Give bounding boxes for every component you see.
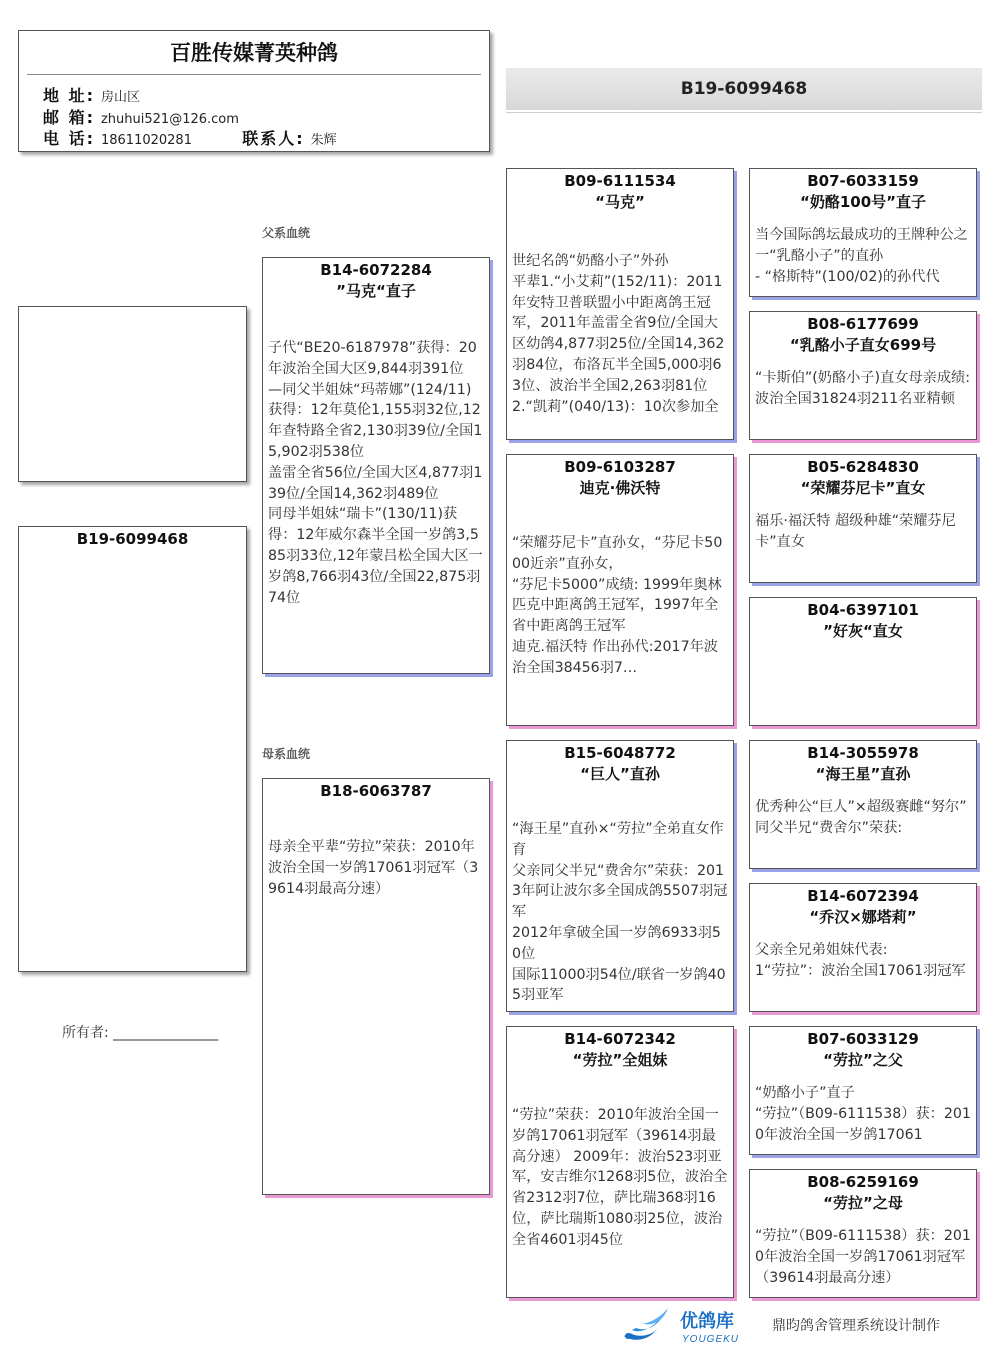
dam-line-label: 母系血统 xyxy=(262,747,311,761)
phone-value: 18611020281 xyxy=(100,133,192,148)
yougeku-logo xyxy=(618,1306,768,1348)
great-grandparent-description: 优秀种公“巨人”×超级赛雌“努尔” 同父半兄“费舍尔”荣获: xyxy=(755,799,967,836)
phone-row xyxy=(43,126,337,149)
grandparent-name: “劳拉”全姐妹 xyxy=(572,1051,668,1069)
footer-credit: 鼎昀鸽舍管理系统设计制作 xyxy=(772,1318,940,1334)
grandparent-ring: B14-6072342 xyxy=(564,1030,676,1048)
phone-label: 电 话: xyxy=(43,129,95,148)
great-grandparent-description: “奶酪小子”直子 “劳拉”（B09-6111538）获：2010年波治全国一岁鸽17061 xyxy=(755,1085,971,1143)
dam-box xyxy=(262,778,490,1195)
grandsire-paternal-box xyxy=(506,168,734,440)
subject-box xyxy=(18,526,247,972)
banner-divider xyxy=(506,112,982,113)
owner-line: 所有者: _______________ xyxy=(62,1025,219,1041)
logo-en-text: YOUGEKU xyxy=(682,1334,740,1345)
great-grandparent-name: “海王星”直孙 xyxy=(815,765,911,783)
address-value: 房山区 xyxy=(100,90,140,105)
great-grandparent-box xyxy=(749,740,977,869)
great-grandparent-ring: B07-6033159 xyxy=(807,172,919,190)
great-grandparent-description: 福乐·福沃特 超级种雄“荣耀芬尼卡”直女 xyxy=(755,513,956,550)
great-grandparent-name: “劳拉”之母 xyxy=(823,1194,903,1212)
sire-name: ”马克“直子 xyxy=(336,282,416,300)
great-grandparent-name: “乔汉×娜塔莉” xyxy=(809,908,917,926)
great-grandparent-box xyxy=(749,1026,977,1155)
contact-label: 联系人: xyxy=(242,129,305,148)
email-label: 邮 箱: xyxy=(43,108,95,127)
great-grandparent-description: 父亲全兄弟姐妹代表: 1“劳拉”：波治全国17061羽冠军 xyxy=(755,942,966,979)
sire-description: 子代“BE20-6187978”获得：20年波治全国大区9,844羽391位 —同父半姐妹“玛蒂娜”(124/11)获得：12年莫伦1,155羽32位,12年查特路全省2,130羽39位/全国15,902羽538位 盖雷全省56位/全国大区4,877羽139位/全国14,362羽489位 同母半姐妹“瑞卡”(130/11)获得：12年威尔森半全国一岁鸽3,585羽33位,12年蒙吕松全国大区一岁鸽8,766羽43位/全国22,875羽74位 xyxy=(268,340,483,606)
great-grandparent-ring: B08-6259169 xyxy=(807,1173,919,1191)
grandparent-name: “巨人”直孙 xyxy=(580,765,660,783)
great-grandparent-ring: B07-6033129 xyxy=(807,1030,919,1048)
great-grandparent-ring: B05-6284830 xyxy=(807,458,919,476)
dam-ring: B18-6063787 xyxy=(320,782,432,800)
divider xyxy=(27,74,481,75)
logo-cn-text: 优鸽库 xyxy=(680,1311,734,1331)
great-grandparent-description: 当今国际鸽坛最成功的王牌种公之一“乳酪小子”的直孙 - “格斯特”(100/02)的孙代代 xyxy=(755,227,968,285)
grandparent-name: 迪克·佛沃特 xyxy=(579,479,661,497)
grandparent-description: “海王星”直孙×“劳拉”全弟直女作育 父亲同父半兄“费舍尔”荣获：2013年阿让波尔多全国成鸽5507羽冠军 2012年拿破全国一岁鸽6933羽50位 国际11000羽54位/联省一岁鸽405羽亚军 xyxy=(512,821,728,1004)
great-grandparent-description: “劳拉”（B09-6111538）获：2010年波治全国一岁鸽17061羽冠军（39614羽最高分速） xyxy=(755,1228,971,1286)
grandsire-maternal-box xyxy=(506,740,734,1012)
great-grandparent-box xyxy=(749,311,977,440)
great-grandparent-name: “荣耀芬尼卡”直女 xyxy=(800,479,926,497)
pigeon-logo-icon xyxy=(618,1306,768,1348)
great-grandparent-name: “奶酪100号”直子 xyxy=(799,193,927,211)
email-row xyxy=(43,105,239,128)
email-value: zhuhui521@126.com xyxy=(100,112,239,127)
sire-box xyxy=(262,257,490,674)
great-grandparent-ring: B14-3055978 xyxy=(807,744,919,762)
subject-ring-banner: B19-6099468 xyxy=(506,68,982,110)
great-grandparent-name: ”好灰“直女 xyxy=(823,622,903,640)
loft-title: 百胜传媒菁英种鸽 xyxy=(170,41,338,65)
great-grandparent-box xyxy=(749,1169,977,1298)
sire-line-label: 父系血统 xyxy=(262,226,311,240)
address-row xyxy=(43,83,140,106)
grandparent-ring: B09-6103287 xyxy=(564,458,676,476)
subject-ring: B19-6099468 xyxy=(76,530,189,548)
contact-value: 朱辉 xyxy=(310,133,337,148)
grandparent-description: 世纪名鸽“奶酪小子”外孙 平辈1.“小艾莉”(152/11)：2011年安特卫普联盟小中距离鸽王冠军，2011年盖雷全省9位/全国大区幼鸽4,877羽25位/全国14,362羽84位，布洛瓦半全国5,000羽63位、波治半全国2,263羽81位 2.“凯莉”(040/13)：10次参加全 xyxy=(512,253,725,415)
great-grandparent-description: “卡斯伯”(奶酪小子)直女母亲成绩: 波治全国31824羽211名亚精顿 xyxy=(755,370,970,407)
great-grandparent-box xyxy=(749,597,977,726)
great-grandparent-ring: B04-6397101 xyxy=(807,601,919,619)
dam-description: 母亲全平辈“劳拉”荣获：2010年波治全国一岁鸽17061羽冠军（39614羽最高分速） xyxy=(268,839,479,897)
grandparent-ring: B15-6048772 xyxy=(564,744,676,762)
grandparent-description: “劳拉”荣获：2010年波治全国一岁鸽17061羽冠军（39614羽最高分速） 2009年：波治523羽亚军，安吉维尔1268羽5位，波治全省2312羽7位，萨比瑞368羽16位，萨比瑞斯1080羽25位，波治全省4601羽45位 xyxy=(512,1107,728,1248)
great-grandparent-box xyxy=(749,883,977,1012)
great-grandparent-name: “乳酪小子直女699号 xyxy=(789,336,937,354)
great-grandparent-ring: B08-6177699 xyxy=(807,315,919,333)
grandparent-name: “马克” xyxy=(595,193,645,211)
great-grandparent-ring: B14-6072394 xyxy=(807,887,919,905)
loft-info-card xyxy=(18,30,490,152)
pigeon-photo xyxy=(18,306,247,482)
great-grandparent-name: “劳拉”之父 xyxy=(823,1051,903,1069)
address-label: 地 址: xyxy=(43,86,95,105)
grandparent-ring: B09-6111534 xyxy=(564,172,676,190)
grandparent-description: “荣耀芬尼卡”直孙女，“芬尼卡5000近亲”直孙女， “芬尼卡5000”成绩: 1999年奥林匹克中距离鸽王冠军，1997年全省中距离鸽王冠军 迪克.福沃特 作出孙代:2017年波治全国38456羽7… xyxy=(512,535,723,676)
great-grandparent-box xyxy=(749,168,977,297)
sire-ring: B14-6072284 xyxy=(320,261,432,279)
great-grandparent-box xyxy=(749,454,977,583)
granddam-maternal-box xyxy=(506,1026,734,1298)
granddam-paternal-box xyxy=(506,454,734,726)
